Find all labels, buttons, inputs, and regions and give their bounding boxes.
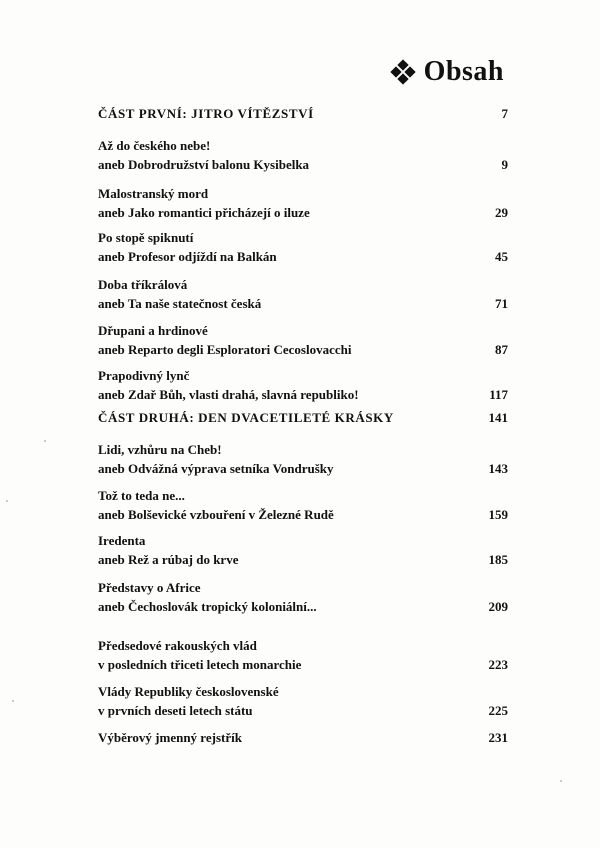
toc-page-number: 71	[495, 296, 508, 311]
toc-entry-subtitle: aneb Odvážná výprava setníka Vondrušky	[98, 461, 334, 476]
toc-entry-subtitle: aneb Profesor odjíždí na Balkán	[98, 249, 277, 264]
toc-entry-title: Vlády Republiky československé	[98, 684, 279, 699]
toc-entry-subtitle: aneb Ta naše statečnost česká	[98, 296, 262, 311]
toc-entry-text	[98, 578, 508, 616]
toc-entry-subtitle: aneb Zdař Bůh, vlasti drahá, slavná republiko!	[98, 387, 359, 402]
toc-entry-title: Lidi, vzhůru na Cheb!	[98, 442, 222, 457]
toc-part-entry	[98, 408, 508, 427]
toc-entry	[98, 578, 508, 616]
toc-entry	[98, 136, 508, 174]
toc-entry-title: Výběrový jmenný rejstřík	[98, 730, 242, 745]
toc-entry-title: Dřupani a hrdinové	[98, 323, 208, 338]
scan-speck	[12, 700, 14, 702]
toc-entry-text	[98, 104, 508, 123]
toc-entry	[98, 321, 508, 359]
toc-page-number: 159	[488, 507, 508, 522]
toc-entry-subtitle: aneb Bolševické vzbouření v Železné Rudě	[98, 507, 334, 522]
toc-entry	[98, 682, 508, 720]
toc-entry-subtitle: aneb Čechoslovák tropický koloniální...	[98, 599, 317, 614]
toc-page-number: 231	[488, 730, 508, 745]
scan-speck	[44, 440, 46, 442]
toc-entry-text	[98, 728, 508, 747]
toc-entry	[98, 440, 508, 478]
toc-entry-text	[98, 440, 508, 478]
toc-page-number: 7	[501, 106, 508, 121]
toc-entry	[98, 366, 508, 404]
toc-entry-subtitle: aneb Rež a rúbaj do krve	[98, 552, 239, 567]
toc-entry-title: Představy o Africe	[98, 580, 201, 595]
scan-speck	[560, 780, 562, 782]
toc-entry-text	[98, 408, 508, 427]
toc-entry-title: ČÁST DRUHÁ: DEN DVACETILETÉ KRÁSKY	[98, 410, 394, 425]
toc-entry-text	[98, 486, 508, 524]
toc-entry-text	[98, 136, 508, 174]
toc-entry	[98, 486, 508, 524]
toc-entry	[98, 636, 508, 674]
toc-entry	[98, 275, 508, 313]
toc-entry-text	[98, 531, 508, 569]
toc-entry-title: Tož to teda ne...	[98, 488, 185, 503]
toc-entry-title: Doba tříkrálová	[98, 277, 188, 292]
toc-entry-text	[98, 228, 508, 266]
toc-entry	[98, 228, 508, 266]
toc-entry-subtitle: aneb Reparto degli Esploratori Cecoslovacchi	[98, 342, 352, 357]
toc-entry-title: Prapodivný lynč	[98, 368, 190, 383]
four-diamond-ornament-icon	[392, 61, 414, 83]
toc-page-number: 223	[488, 657, 508, 672]
toc-entry-subtitle: aneb Dobrodružství balonu Kysibelka	[98, 157, 310, 172]
toc-page-number: 45	[495, 249, 508, 264]
toc-entry	[98, 728, 508, 747]
toc-page-number: 143	[488, 461, 508, 476]
toc-heading	[392, 56, 504, 88]
toc-page-number: 225	[488, 703, 508, 718]
toc-entry-title: Po stopě spiknutí	[98, 230, 194, 245]
toc-title: Obsah	[423, 56, 504, 87]
scan-speck	[6, 500, 8, 502]
toc-entry	[98, 184, 508, 222]
toc-entry-title: Předsedové rakouských vlád	[98, 638, 257, 653]
toc-page-number: 185	[488, 552, 508, 567]
toc-entry-subtitle: v posledních třiceti letech monarchie	[98, 657, 302, 672]
toc-page-number: 29	[495, 205, 508, 220]
toc-page-number: 141	[488, 410, 508, 425]
toc-entry	[98, 531, 508, 569]
toc-entry-text	[98, 682, 508, 720]
toc-entry-title: Až do českého nebe!	[98, 138, 211, 153]
toc-part-entry	[98, 104, 508, 123]
toc-entry-title: Iredenta	[98, 533, 146, 548]
toc-entry-text	[98, 184, 508, 222]
toc-entry-subtitle: aneb Jako romantici přicházejí o iluze	[98, 205, 310, 220]
toc-entry-text	[98, 321, 508, 359]
toc-entry-subtitle: v prvních deseti letech státu	[98, 703, 253, 718]
toc-entry-title: Malostranský mord	[98, 186, 209, 201]
toc-page-number: 117	[489, 387, 508, 402]
toc-page-number: 87	[495, 342, 508, 357]
toc-page-number: 9	[501, 157, 508, 172]
toc-page-number: 209	[488, 599, 508, 614]
toc-entry-text	[98, 275, 508, 313]
toc-entry-text	[98, 366, 508, 404]
toc-entry-text	[98, 636, 508, 674]
toc-entry-title: ČÁST PRVNÍ: JITRO VÍTĚZSTVÍ	[98, 106, 314, 121]
